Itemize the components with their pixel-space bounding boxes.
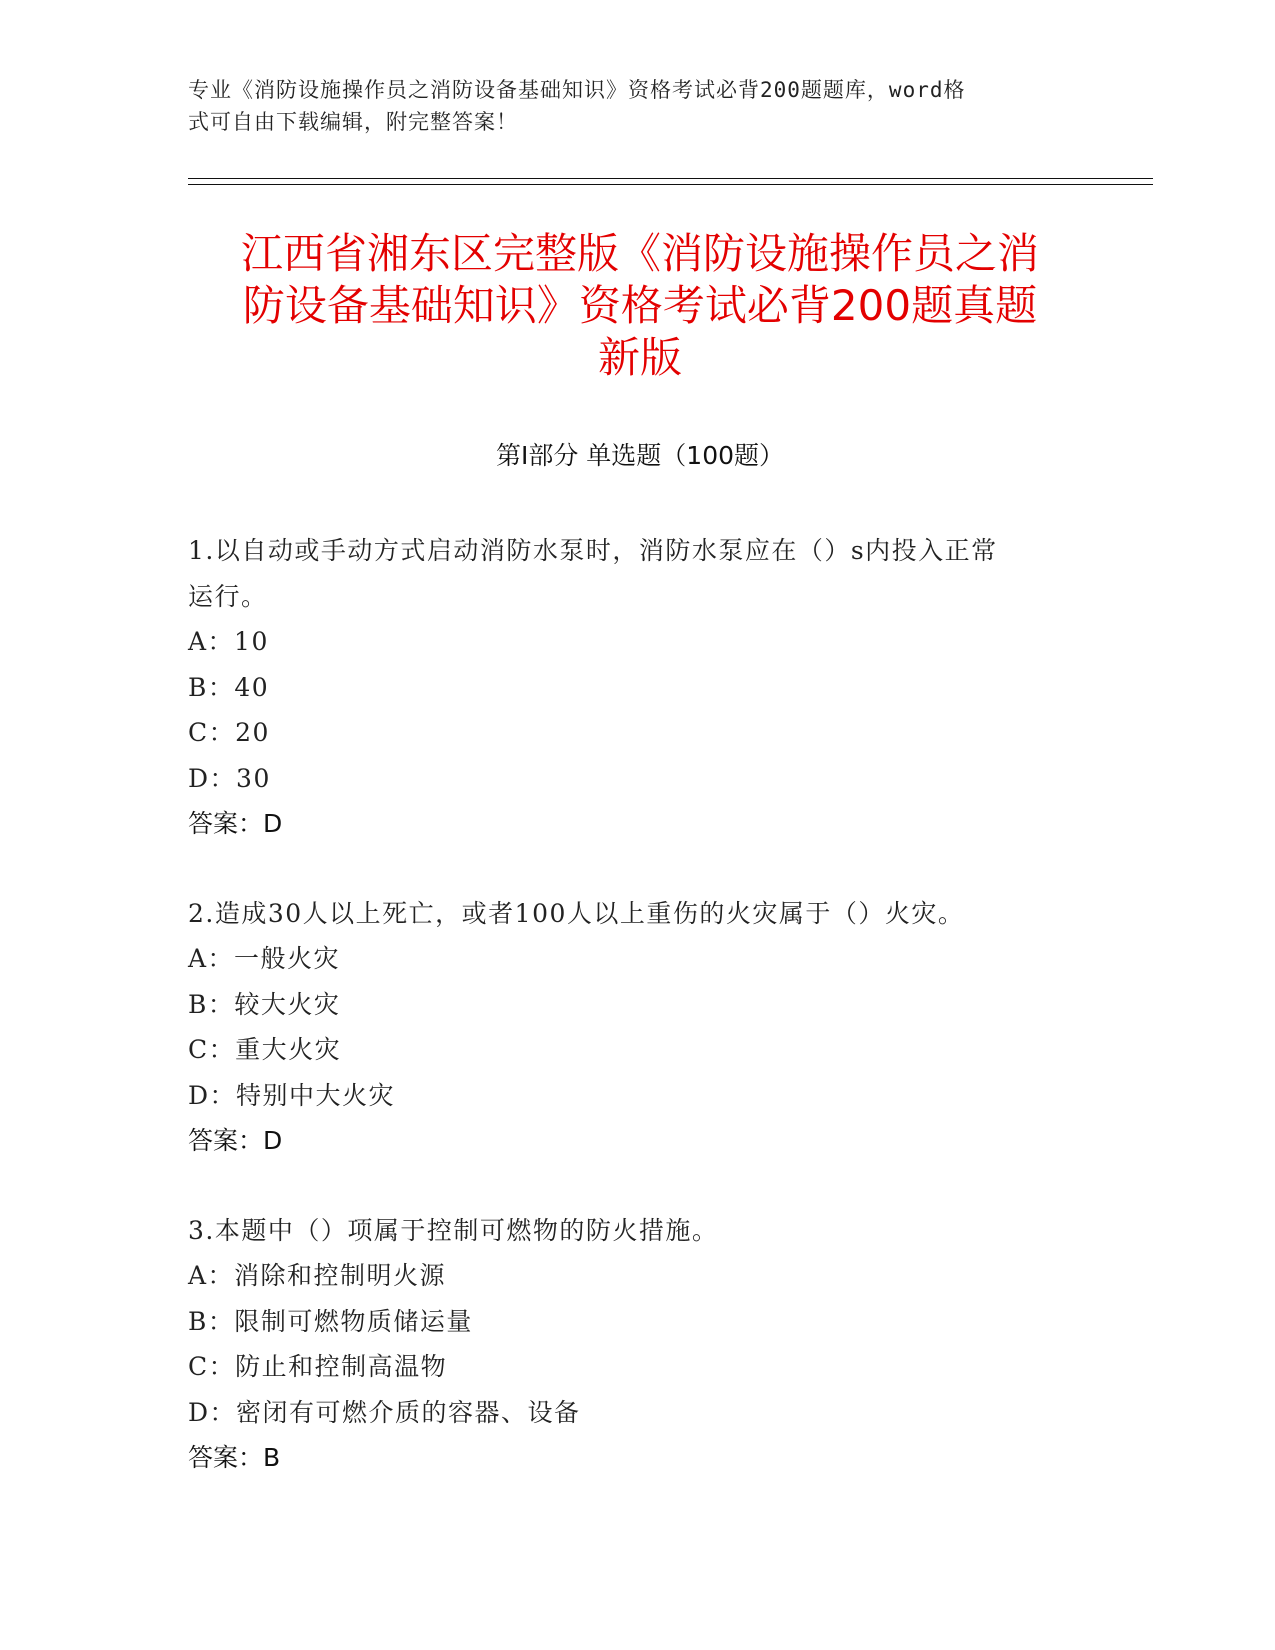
header-note-line: 式可自由下载编辑，附完整答案！ [188, 110, 518, 134]
header-divider [188, 178, 1153, 179]
question-item [188, 1208, 1088, 1481]
question-option: A：10 [188, 627, 269, 656]
document-title-line: 防设备基础知识》资格考试必背200题真题 [242, 281, 1038, 330]
question-item [188, 891, 1088, 1164]
question-option: A：消除和控制明火源 [188, 1261, 447, 1290]
header-note [188, 74, 1068, 138]
question-stem: 2.造成30人以上死亡，或者100人以上重伤的火灾属于（）火灾。 [188, 898, 965, 928]
question-option: D：特别中大火灾 [188, 1080, 396, 1110]
question-option: C：防止和控制高温物 [188, 1352, 448, 1381]
question-option: C：20 [188, 718, 270, 747]
question-stem: 3.本题中（）项属于控制可燃物的防火措施。 [188, 1215, 719, 1245]
question-stem: 运行。 [188, 581, 268, 611]
document-title-line: 新版 [597, 333, 682, 382]
question-option: C：重大火灾 [188, 1035, 342, 1064]
question-answer: 答案：D [188, 809, 283, 838]
question-option: B：40 [188, 672, 270, 702]
header-divider [188, 184, 1153, 185]
question-stem: 1.以自动或手动方式启动消防水泵时，消防水泵应在（）s内投入正常 [188, 536, 998, 565]
header-note-line: 专业《消防设施操作员之消防设备基础知识》资格考试必背200题题库，word格 [188, 78, 966, 102]
question-option: A：一般火灾 [188, 944, 341, 973]
question-option: D：30 [188, 763, 271, 793]
document-title [160, 228, 1120, 384]
document-title-line: 江西省湘东区完整版《消防设施操作员之消 [240, 229, 1039, 278]
question-option: B：较大火灾 [188, 989, 341, 1019]
section-title: 第Ⅰ部分 单选题（100题） [495, 441, 785, 470]
question-list [188, 528, 1088, 1525]
question-answer: 答案：B [188, 1443, 281, 1472]
question-option: B：限制可燃物质储运量 [188, 1306, 473, 1336]
question-item [188, 528, 1088, 847]
question-answer: 答案：D [188, 1126, 283, 1155]
question-option: D：密闭有可燃介质的容器、设备 [188, 1397, 581, 1427]
